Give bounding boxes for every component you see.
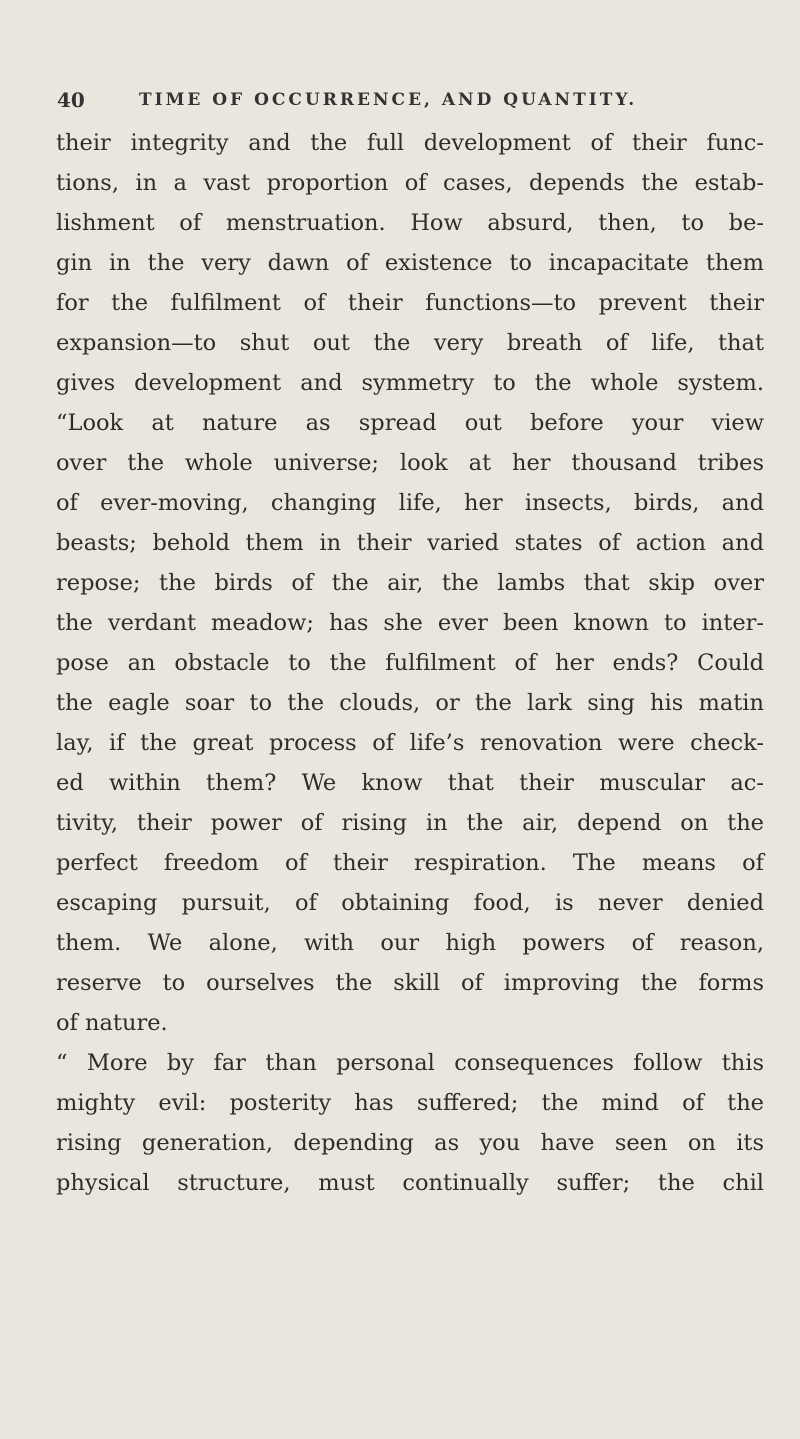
text-line: beasts; behold them in their varied states of action and xyxy=(56,530,764,556)
text-line: tivity, their power of rising in the air, depend on the xyxy=(56,810,764,836)
text-line: lay, if the great process of life’s renovation were check- xyxy=(56,730,764,756)
text-line: the verdant meadow; has she ever been known to inter- xyxy=(56,610,764,636)
text-line: rising generation, depending as you have seen on its xyxy=(56,1130,764,1156)
text-line: for the fulfilment of their functions—to prevent their xyxy=(56,290,764,316)
text-line: their integrity and the full development of their func- xyxy=(56,130,764,156)
text-line: of ever-moving, changing life, her insects, birds, and xyxy=(56,490,764,516)
text-line: reserve to ourselves the skill of improving the forms xyxy=(56,970,764,996)
text-line: escaping pursuit, of obtaining food, is never denied xyxy=(56,890,764,916)
text-line: mighty evil: posterity has suffered; the mind of the xyxy=(56,1090,764,1116)
paragraph-end-line: of nature. xyxy=(56,1010,168,1036)
running-head xyxy=(57,88,757,118)
text-line: them. We alone, with our high powers of reason, xyxy=(56,930,764,956)
text-line: “Look at nature as spread out before your view xyxy=(56,410,764,436)
text-line: “ More by far than personal consequences follow this xyxy=(56,1050,764,1076)
text-line: gives development and symmetry to the whole system. xyxy=(56,370,764,396)
text-line: pose an obstacle to the fulfilment of her ends? Could xyxy=(56,650,764,676)
body-text xyxy=(56,123,764,1203)
text-line: lishment of menstruation. How absurd, then, to be- xyxy=(56,210,764,236)
running-title: TIME OF OCCURRENCE, AND QUANTITY. xyxy=(139,90,638,110)
text-line: expansion—to shut out the very breath of life, that xyxy=(56,330,764,356)
text-line: tions, in a vast proportion of cases, depends the estab- xyxy=(56,170,764,196)
page-number: 40 xyxy=(57,88,85,112)
text-line: physical structure, must continually suffer; the chil xyxy=(56,1170,764,1196)
text-line: repose; the birds of the air, the lambs that skip over xyxy=(56,570,764,596)
text-line: over the whole universe; look at her thousand tribes xyxy=(56,450,764,476)
text-line: ed within them? We know that their muscular ac- xyxy=(56,770,764,796)
text-line: gin in the very dawn of existence to incapacitate them xyxy=(56,250,764,276)
text-line: the eagle soar to the clouds, or the lark sing his matin xyxy=(56,690,764,716)
text-line: perfect freedom of their respiration. The means of xyxy=(56,850,764,876)
